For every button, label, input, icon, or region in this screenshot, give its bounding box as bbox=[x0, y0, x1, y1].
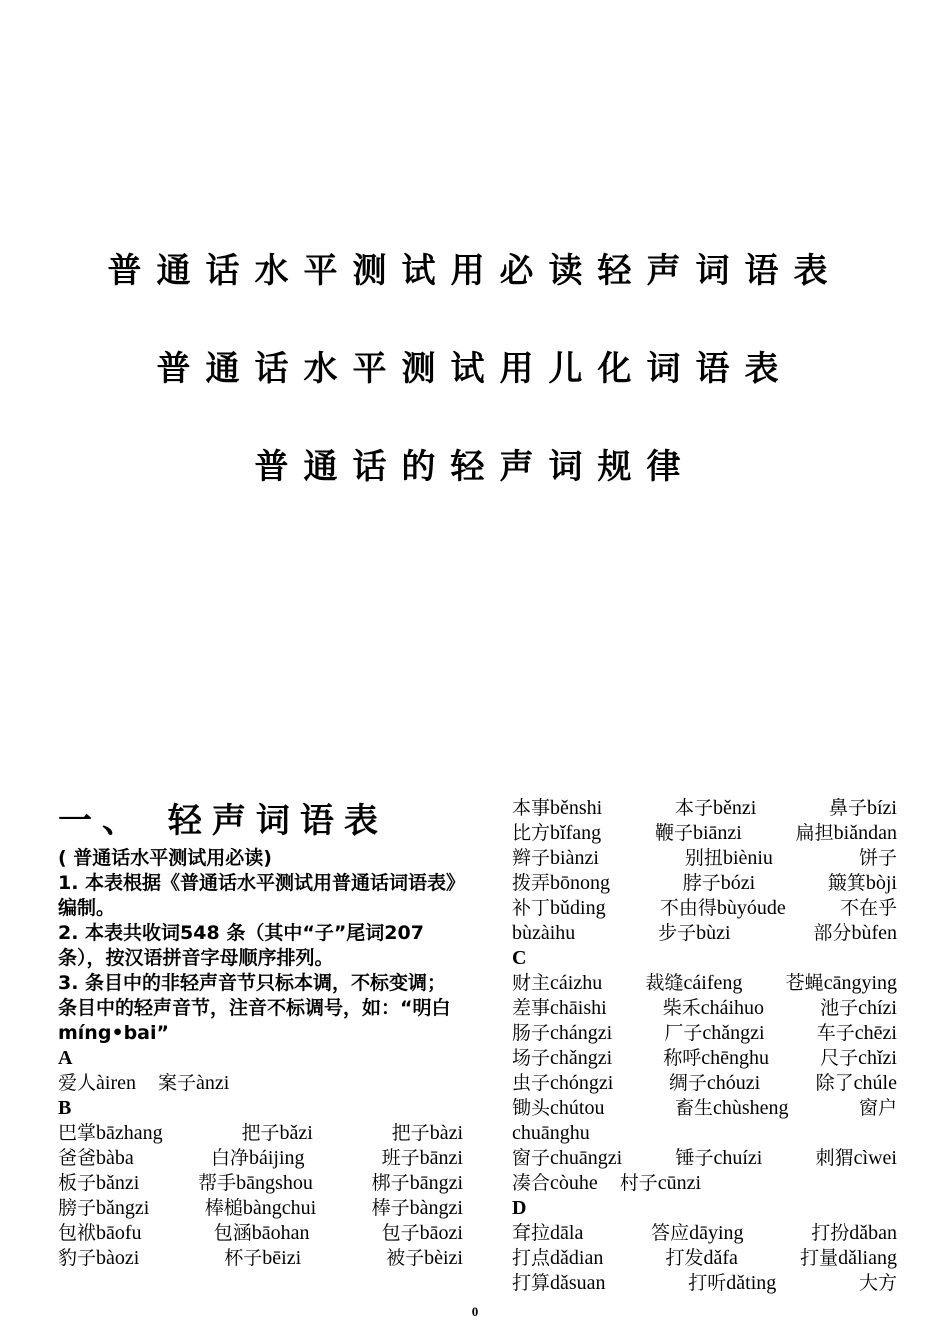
hanzi: 绸子 bbox=[668, 1072, 707, 1094]
hanzi: 比方 bbox=[512, 822, 551, 844]
word-row bbox=[512, 996, 897, 1021]
hanzi: 本子 bbox=[674, 797, 713, 819]
pinyin: ànzi bbox=[196, 1072, 230, 1094]
pinyin: dǎting bbox=[726, 1272, 777, 1294]
pinyin: bōnong bbox=[550, 872, 611, 894]
note-2: 2. 本表共收词548 条（其中“子”尾词207 条），按汉语拼音字母顺序排列。 bbox=[58, 922, 424, 969]
hanzi: 财主 bbox=[512, 972, 551, 994]
pinyin: chuānghu bbox=[512, 1122, 590, 1144]
word-entry bbox=[58, 1196, 149, 1221]
section-subhead: ( 普通话水平测试用必读) bbox=[58, 847, 272, 869]
hanzi: 饼子 bbox=[858, 847, 897, 869]
hanzi: 称呼 bbox=[663, 1047, 702, 1069]
word-entry bbox=[58, 1071, 136, 1096]
word-entry bbox=[666, 1246, 738, 1271]
pinyin: chútou bbox=[550, 1097, 605, 1119]
letter-a: A bbox=[58, 1047, 73, 1069]
word-entry bbox=[786, 971, 897, 996]
pinyin: chuízi bbox=[713, 1147, 763, 1169]
word-entry bbox=[646, 971, 743, 996]
letter-b: B bbox=[58, 1097, 72, 1119]
pinyin: chēnghu bbox=[701, 1047, 770, 1069]
word-row bbox=[512, 1271, 897, 1296]
hanzi: 杯子 bbox=[224, 1247, 263, 1269]
page-number: 0 bbox=[471, 1304, 479, 1319]
word-row bbox=[58, 1246, 463, 1271]
hanzi: 除了 bbox=[815, 1072, 854, 1094]
hanzi: 窗子 bbox=[512, 1147, 551, 1169]
pinyin: bàba bbox=[96, 1147, 134, 1169]
word-entry bbox=[820, 1046, 897, 1071]
hanzi: 村子 bbox=[619, 1172, 658, 1194]
word-entry bbox=[859, 846, 897, 871]
hanzi: 别扭 bbox=[684, 847, 723, 869]
word-entry bbox=[796, 821, 897, 846]
pinyin: chuāngzi bbox=[550, 1147, 623, 1169]
pinyin: dǎfa bbox=[703, 1247, 738, 1269]
word-row bbox=[58, 1221, 463, 1246]
hanzi: 步子 bbox=[658, 922, 697, 944]
hanzi: 膀子 bbox=[58, 1197, 97, 1219]
hanzi: 柴禾 bbox=[662, 997, 701, 1019]
word-entry bbox=[242, 1121, 313, 1146]
hanzi: 扁担 bbox=[795, 822, 834, 844]
word-entry bbox=[58, 1246, 139, 1271]
word-entry bbox=[675, 1146, 762, 1171]
word-row bbox=[512, 896, 897, 921]
word-row bbox=[512, 921, 897, 946]
pinyin: bānzi bbox=[419, 1147, 463, 1169]
word-entry bbox=[829, 796, 897, 821]
title-2: 普通话水平测试用儿化词语表 bbox=[156, 349, 794, 389]
pinyin: biǎndan bbox=[833, 822, 897, 844]
word-row bbox=[512, 1071, 897, 1096]
word-entry bbox=[813, 921, 897, 946]
pinyin: cáifeng bbox=[683, 972, 743, 994]
word-entry bbox=[816, 1071, 897, 1096]
word-row bbox=[58, 1196, 463, 1221]
hanzi: 苍蝇 bbox=[785, 972, 824, 994]
title-1: 普通话水平测试用必读轻声词语表 bbox=[107, 251, 843, 291]
hanzi: 打算 bbox=[512, 1272, 551, 1294]
word-entry bbox=[817, 1021, 897, 1046]
pinyin: còuhe bbox=[550, 1172, 598, 1194]
pinyin: bùzàihu bbox=[512, 922, 576, 944]
hanzi: 巴掌 bbox=[58, 1122, 97, 1144]
pinyin: bǎngzi bbox=[96, 1197, 150, 1219]
letter-c: C bbox=[512, 947, 527, 969]
word-row bbox=[512, 1021, 897, 1046]
word-entry bbox=[651, 1221, 743, 1246]
word-entry bbox=[658, 921, 730, 946]
word-row bbox=[512, 1096, 897, 1121]
hanzi: 补丁 bbox=[512, 897, 551, 919]
pinyin: chǐzi bbox=[858, 1047, 897, 1069]
word-entry bbox=[224, 1246, 301, 1271]
hanzi: 把子 bbox=[391, 1122, 430, 1144]
pinyin: cūnzi bbox=[657, 1172, 702, 1194]
word-entry bbox=[660, 896, 786, 921]
word-list-c bbox=[512, 971, 897, 1196]
word-entry bbox=[214, 1221, 310, 1246]
note-1: 1. 本表根据《普通话水平测试用普通话词语表》编制。 bbox=[58, 872, 456, 919]
word-entry bbox=[512, 846, 599, 871]
left-column bbox=[58, 796, 463, 1271]
pinyin: bāngshou bbox=[236, 1172, 313, 1194]
pinyin: bāohan bbox=[251, 1222, 310, 1244]
section-heading: 一、 轻声词语表 bbox=[58, 801, 388, 841]
word-entry bbox=[685, 846, 773, 871]
word-list-a bbox=[58, 1071, 463, 1096]
pinyin: báijing bbox=[248, 1147, 305, 1169]
hanzi: 打扮 bbox=[811, 1222, 850, 1244]
word-entry bbox=[512, 1146, 622, 1171]
hanzi: 拨弄 bbox=[512, 872, 551, 894]
pinyin: chāishi bbox=[550, 997, 607, 1019]
hanzi: 簸箕 bbox=[827, 872, 866, 894]
pinyin: dāying bbox=[689, 1222, 744, 1244]
hanzi: 打量 bbox=[800, 1247, 839, 1269]
word-entry bbox=[512, 871, 610, 896]
pinyin: bǔding bbox=[550, 897, 606, 919]
pinyin: bǎzi bbox=[279, 1122, 313, 1144]
hanzi: 豹子 bbox=[58, 1247, 97, 1269]
word-entry bbox=[675, 1096, 789, 1121]
pinyin: bízi bbox=[866, 797, 897, 819]
word-entry bbox=[663, 996, 764, 1021]
hanzi: 车子 bbox=[816, 1022, 855, 1044]
right-column bbox=[512, 796, 897, 1296]
word-entry bbox=[512, 796, 602, 821]
word-entry bbox=[683, 871, 755, 896]
pinyin: bāozi bbox=[419, 1222, 463, 1244]
word-entry bbox=[211, 1146, 305, 1171]
word-entry bbox=[811, 1221, 897, 1246]
word-row bbox=[512, 971, 897, 996]
hanzi: 池子 bbox=[820, 997, 859, 1019]
hanzi: 爱人 bbox=[58, 1072, 97, 1094]
pinyin: cháihuo bbox=[700, 997, 765, 1019]
hanzi: 棒槌 bbox=[204, 1197, 243, 1219]
pinyin: dāla bbox=[550, 1222, 584, 1244]
word-entry bbox=[512, 1271, 606, 1296]
pinyin: bèizi bbox=[424, 1247, 463, 1269]
hanzi: 大方 bbox=[858, 1272, 897, 1294]
word-entry bbox=[620, 1171, 701, 1196]
pinyin: bàzi bbox=[429, 1122, 463, 1144]
pinyin: bǐfang bbox=[550, 822, 602, 844]
hanzi: 帮手 bbox=[198, 1172, 237, 1194]
pinyin: chángzi bbox=[550, 1022, 613, 1044]
hanzi: 锤子 bbox=[675, 1147, 714, 1169]
word-entry bbox=[512, 921, 575, 946]
note-3: 3. 条目中的非轻声音节只标本调，不标变调；条目中的轻声音节，注音不标调号，如：“明白míng•bai” bbox=[58, 972, 451, 1044]
word-entry bbox=[688, 1271, 776, 1296]
word-entry bbox=[205, 1196, 316, 1221]
word-entry bbox=[512, 1021, 612, 1046]
word-row bbox=[512, 821, 897, 846]
word-entry bbox=[58, 1121, 163, 1146]
word-entry bbox=[372, 1196, 463, 1221]
hanzi: 打听 bbox=[688, 1272, 727, 1294]
word-row bbox=[58, 1171, 463, 1196]
word-entry bbox=[512, 821, 601, 846]
hanzi: 包袱 bbox=[58, 1222, 97, 1244]
hanzi: 部分 bbox=[813, 922, 852, 944]
hanzi: 虫子 bbox=[512, 1072, 551, 1094]
pinyin: bàngzi bbox=[409, 1197, 463, 1219]
hanzi: 鼻子 bbox=[828, 797, 867, 819]
pinyin: chùsheng bbox=[712, 1097, 789, 1119]
word-entry bbox=[512, 996, 607, 1021]
hanzi: 梆子 bbox=[371, 1172, 410, 1194]
word-row bbox=[512, 1121, 897, 1146]
word-row bbox=[512, 1221, 897, 1246]
word-entry bbox=[828, 871, 897, 896]
pinyin: bùzi bbox=[696, 922, 731, 944]
pinyin: dǎsuan bbox=[550, 1272, 606, 1294]
word-entry bbox=[655, 821, 742, 846]
hanzi: 包涵 bbox=[213, 1222, 252, 1244]
word-list-b bbox=[58, 1121, 463, 1271]
word-entry bbox=[392, 1121, 463, 1146]
pinyin: chóuzi bbox=[706, 1072, 761, 1094]
word-row bbox=[512, 871, 897, 896]
hanzi: 鞭子 bbox=[654, 822, 693, 844]
word-entry bbox=[512, 1221, 583, 1246]
word-row bbox=[512, 1146, 897, 1171]
word-entry bbox=[386, 1246, 463, 1271]
hanzi: 裁缝 bbox=[645, 972, 684, 994]
word-entry bbox=[512, 1121, 590, 1146]
hanzi: 畜生 bbox=[674, 1097, 713, 1119]
pinyin: bǎnzi bbox=[96, 1172, 140, 1194]
word-entry bbox=[198, 1171, 313, 1196]
word-entry bbox=[382, 1221, 463, 1246]
word-entry bbox=[840, 896, 897, 921]
pinyin: chēzi bbox=[854, 1022, 897, 1044]
pinyin: cāngying bbox=[823, 972, 897, 994]
word-entry bbox=[158, 1071, 229, 1096]
pinyin: chúle bbox=[853, 1072, 897, 1094]
pinyin: chǎngzi bbox=[550, 1047, 613, 1069]
word-entry bbox=[800, 1246, 897, 1271]
hanzi: 耷拉 bbox=[512, 1222, 551, 1244]
pinyin: bāzhang bbox=[96, 1122, 163, 1144]
word-list-d bbox=[512, 1221, 897, 1296]
pinyin: bùyóude bbox=[716, 897, 786, 919]
hanzi: 肠子 bbox=[512, 1022, 551, 1044]
word-entry bbox=[675, 796, 756, 821]
hanzi: 打发 bbox=[665, 1247, 704, 1269]
hanzi: 窗户 bbox=[858, 1097, 897, 1119]
word-entry bbox=[512, 896, 606, 921]
word-row bbox=[512, 1171, 897, 1196]
word-entry bbox=[512, 1171, 598, 1196]
word-entry bbox=[859, 1096, 897, 1121]
pinyin: cìwei bbox=[853, 1147, 897, 1169]
hanzi: 锄头 bbox=[512, 1097, 551, 1119]
hanzi: 案子 bbox=[158, 1072, 197, 1094]
hanzi: 打点 bbox=[512, 1247, 551, 1269]
word-entry bbox=[372, 1171, 463, 1196]
word-list-b-continued bbox=[512, 796, 897, 946]
pinyin: àiren bbox=[96, 1072, 136, 1094]
pinyin: bēizi bbox=[262, 1247, 302, 1269]
pinyin: chǎngzi bbox=[702, 1022, 765, 1044]
word-entry bbox=[58, 1171, 139, 1196]
word-entry bbox=[382, 1146, 463, 1171]
pinyin: bòji bbox=[865, 872, 897, 894]
word-entry bbox=[664, 1021, 764, 1046]
hanzi: 脖子 bbox=[682, 872, 721, 894]
hanzi: 本事 bbox=[512, 797, 551, 819]
hanzi: 棒子 bbox=[371, 1197, 410, 1219]
word-entry bbox=[512, 971, 602, 996]
pinyin: chóngzi bbox=[550, 1072, 614, 1094]
pinyin: bàozi bbox=[96, 1247, 140, 1269]
hanzi: 爸爸 bbox=[58, 1147, 97, 1169]
hanzi: 不在乎 bbox=[839, 897, 897, 919]
hanzi: 答应 bbox=[651, 1222, 690, 1244]
word-entry bbox=[512, 1096, 604, 1121]
word-entry bbox=[58, 1146, 134, 1171]
pinyin: běnzi bbox=[712, 797, 757, 819]
pinyin: chízi bbox=[858, 997, 897, 1019]
hanzi: 白净 bbox=[210, 1147, 249, 1169]
word-entry bbox=[58, 1221, 142, 1246]
word-row bbox=[512, 846, 897, 871]
word-entry bbox=[669, 1071, 760, 1096]
word-row bbox=[58, 1071, 463, 1096]
pinyin: biānzi bbox=[692, 822, 742, 844]
word-entry bbox=[512, 1046, 612, 1071]
word-entry bbox=[512, 1246, 603, 1271]
word-row bbox=[512, 1046, 897, 1071]
hanzi: 差事 bbox=[512, 997, 551, 1019]
word-entry bbox=[816, 1146, 897, 1171]
hanzi: 尺子 bbox=[820, 1047, 859, 1069]
hanzi: 板子 bbox=[58, 1172, 97, 1194]
pinyin: bièniu bbox=[722, 847, 773, 869]
title-3: 普通话的轻声词规律 bbox=[254, 447, 696, 487]
word-row bbox=[58, 1121, 463, 1146]
pinyin: dǎdian bbox=[550, 1247, 604, 1269]
word-entry bbox=[820, 996, 897, 1021]
hanzi: 凑合 bbox=[512, 1172, 551, 1194]
hanzi: 刺猬 bbox=[815, 1147, 854, 1169]
word-entry bbox=[859, 1271, 897, 1296]
pinyin: bàngchui bbox=[242, 1197, 317, 1219]
pinyin: bózi bbox=[720, 872, 756, 894]
hanzi: 班子 bbox=[381, 1147, 420, 1169]
hanzi: 被子 bbox=[386, 1247, 425, 1269]
pinyin: biànzi bbox=[550, 847, 599, 869]
pinyin: cáizhu bbox=[550, 972, 603, 994]
word-row bbox=[58, 1146, 463, 1171]
hanzi: 把子 bbox=[241, 1122, 280, 1144]
pinyin: dǎban bbox=[849, 1222, 897, 1244]
hanzi: 不由得 bbox=[659, 897, 717, 919]
pinyin: běnshi bbox=[550, 797, 603, 819]
pinyin: dǎliang bbox=[838, 1247, 897, 1269]
pinyin: bùfen bbox=[851, 922, 897, 944]
hanzi: 包子 bbox=[381, 1222, 420, 1244]
letter-d: D bbox=[512, 1197, 527, 1219]
word-entry bbox=[512, 1071, 613, 1096]
hanzi: 厂子 bbox=[664, 1022, 703, 1044]
word-row bbox=[512, 796, 897, 821]
title-block bbox=[0, 248, 950, 542]
hanzi: 辫子 bbox=[512, 847, 551, 869]
word-entry bbox=[663, 1046, 769, 1071]
word-row bbox=[512, 1246, 897, 1271]
pinyin: bāngzi bbox=[409, 1172, 463, 1194]
hanzi: 场子 bbox=[512, 1047, 551, 1069]
pinyin: bāofu bbox=[96, 1222, 142, 1244]
